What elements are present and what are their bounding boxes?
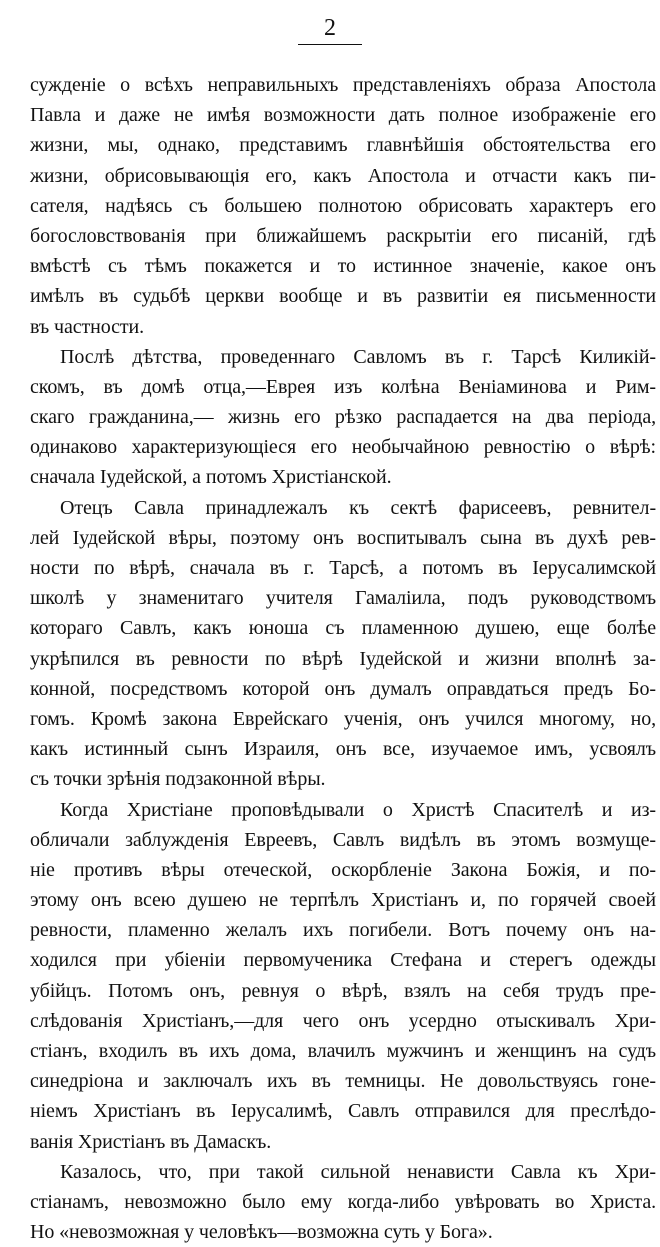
- text-line: скаго гражданина,— жизнь его рѣзко распадается на два періода,: [30, 406, 656, 429]
- paragraph-4: [30, 795, 656, 1157]
- text-line: гомъ. Кромѣ закона Еврейскаго ученія, онъ учился многому, но,: [30, 707, 656, 730]
- page-number-rule: [298, 44, 362, 45]
- paragraph-5: [30, 1157, 656, 1247]
- text-line: богословствованія при ближайшемъ раскрытіи его писаній, гдѣ: [30, 224, 656, 247]
- text-line: убійцъ. Потомъ онъ, ревнуя о вѣрѣ, взялъ на себя трудъ пре-: [30, 979, 656, 1002]
- text-line: ніе противъ вѣры отеческой, оскорбленіе Закона Божія, и по-: [30, 858, 656, 881]
- text-line: въ частности.: [30, 315, 145, 338]
- text-line: какъ истинный сынъ Израиля, онъ все, изучаемое имъ, усвоялъ: [30, 738, 656, 761]
- text-line: ности по вѣрѣ, сначала въ г. Тарсѣ, а потомъ въ Іерусалимской: [30, 557, 656, 579]
- text-line: укрѣпился въ ревности по вѣрѣ Іудейской и жизни вполнѣ за-: [30, 647, 656, 670]
- paragraph-3: [30, 493, 656, 795]
- text-line: стіанъ, входилъ въ ихъ дома, влачилъ мужчинъ и женщинъ на судъ: [30, 1040, 656, 1062]
- text-line: котораго Савлъ, какъ юноша съ пламенною душею, еще болѣе: [30, 617, 656, 640]
- text-line: Когда Христіане проповѣдывали о Христѣ Спасителѣ и из-: [60, 798, 656, 821]
- text-line: Послѣ дѣтства, проведеннаго Савломъ въ г. Тарсѣ Киликій-: [60, 345, 656, 368]
- text-line: ревности, пламенно желалъ ихъ погибели. Вотъ почему онъ на-: [30, 919, 656, 942]
- text-line: сателя, надѣясь съ большею полнотою обрисовать характеръ его: [30, 194, 656, 217]
- text-line: лей Іудейской вѣры, поэтому онъ воспитывалъ сына въ духѣ рев-: [30, 526, 656, 549]
- text-line: слѣдованія Христіанъ,—для чего онъ усердно отыскивалъ Хри-: [30, 1009, 656, 1032]
- text-line: стіанамъ, невозможно было ему когда-либо увѣровать во Христа.: [30, 1190, 656, 1213]
- text-line: ніемъ Христіанъ въ Іерусалимѣ, Савлъ отправился для преслѣдо-: [30, 1100, 656, 1123]
- text-line: Отецъ Савла принадлежалъ къ сектѣ фарисеевъ, ревнител-: [60, 496, 656, 519]
- text-line: сужденіе о всѣхъ неправильныхъ представленіяхъ образа Апостола: [30, 74, 656, 96]
- text-line: сначала Іудейской, а потомъ Христіанской.: [30, 466, 392, 489]
- text-line: имѣлъ въ судьбѣ церкви вообще и въ развитіи ея письменности: [30, 285, 656, 308]
- page-number: 2: [324, 15, 336, 41]
- text-line: конной, посредствомъ которой онъ думалъ оправдаться предъ Бо-: [30, 677, 656, 700]
- text-line: съ точки зрѣнія подзаконной вѣры.: [30, 768, 326, 791]
- text-line: Но «невозможная у человѣкъ—возможна суть у Бога».: [30, 1221, 493, 1244]
- paragraph-1: [30, 70, 656, 342]
- text-line: жизни, обрисовывающія его, какъ Апостола и отчасти какъ пи-: [30, 164, 656, 187]
- text-line: жизни, мы, однако, представимъ главнѣйшія обстоятельства его: [30, 134, 656, 157]
- text-line: ванія Христіанъ въ Дамаскъ.: [30, 1130, 272, 1153]
- text-line: синедріона и заключалъ ихъ въ темницы. Не довольствуясь гоне-: [30, 1070, 656, 1093]
- text-line: этому онъ всею душею не терпѣлъ Христіанъ и, по горячей своей: [30, 889, 656, 912]
- text-line: ходился при убіеніи первомученика Стефана и стерегъ одежды: [30, 949, 656, 972]
- body-text: [30, 70, 656, 1247]
- text-line: вмѣстѣ съ тѣмъ покажется и то истинное значеніе, какое онъ: [30, 255, 656, 278]
- text-line: Павла и даже не имѣя возможности дать полное изображеніе его: [30, 104, 656, 127]
- paragraph-2: [30, 342, 656, 493]
- text-line: Казалось, что, при такой сильной ненависти Савла къ Хри-: [60, 1160, 656, 1183]
- text-line: школѣ у знаменитаго учителя Гамаліила, подъ руководствомъ: [30, 587, 656, 610]
- text-line: обличали заблужденія Евреевъ, Савлъ видѣлъ въ этомъ возмуще-: [30, 828, 656, 851]
- text-line: скомъ, въ домѣ отца,—Еврея изъ колѣна Веніаминова и Рим-: [30, 375, 656, 398]
- text-line: одинаково характеризующіеся его необычайною ревностію о вѣрѣ:: [30, 436, 656, 459]
